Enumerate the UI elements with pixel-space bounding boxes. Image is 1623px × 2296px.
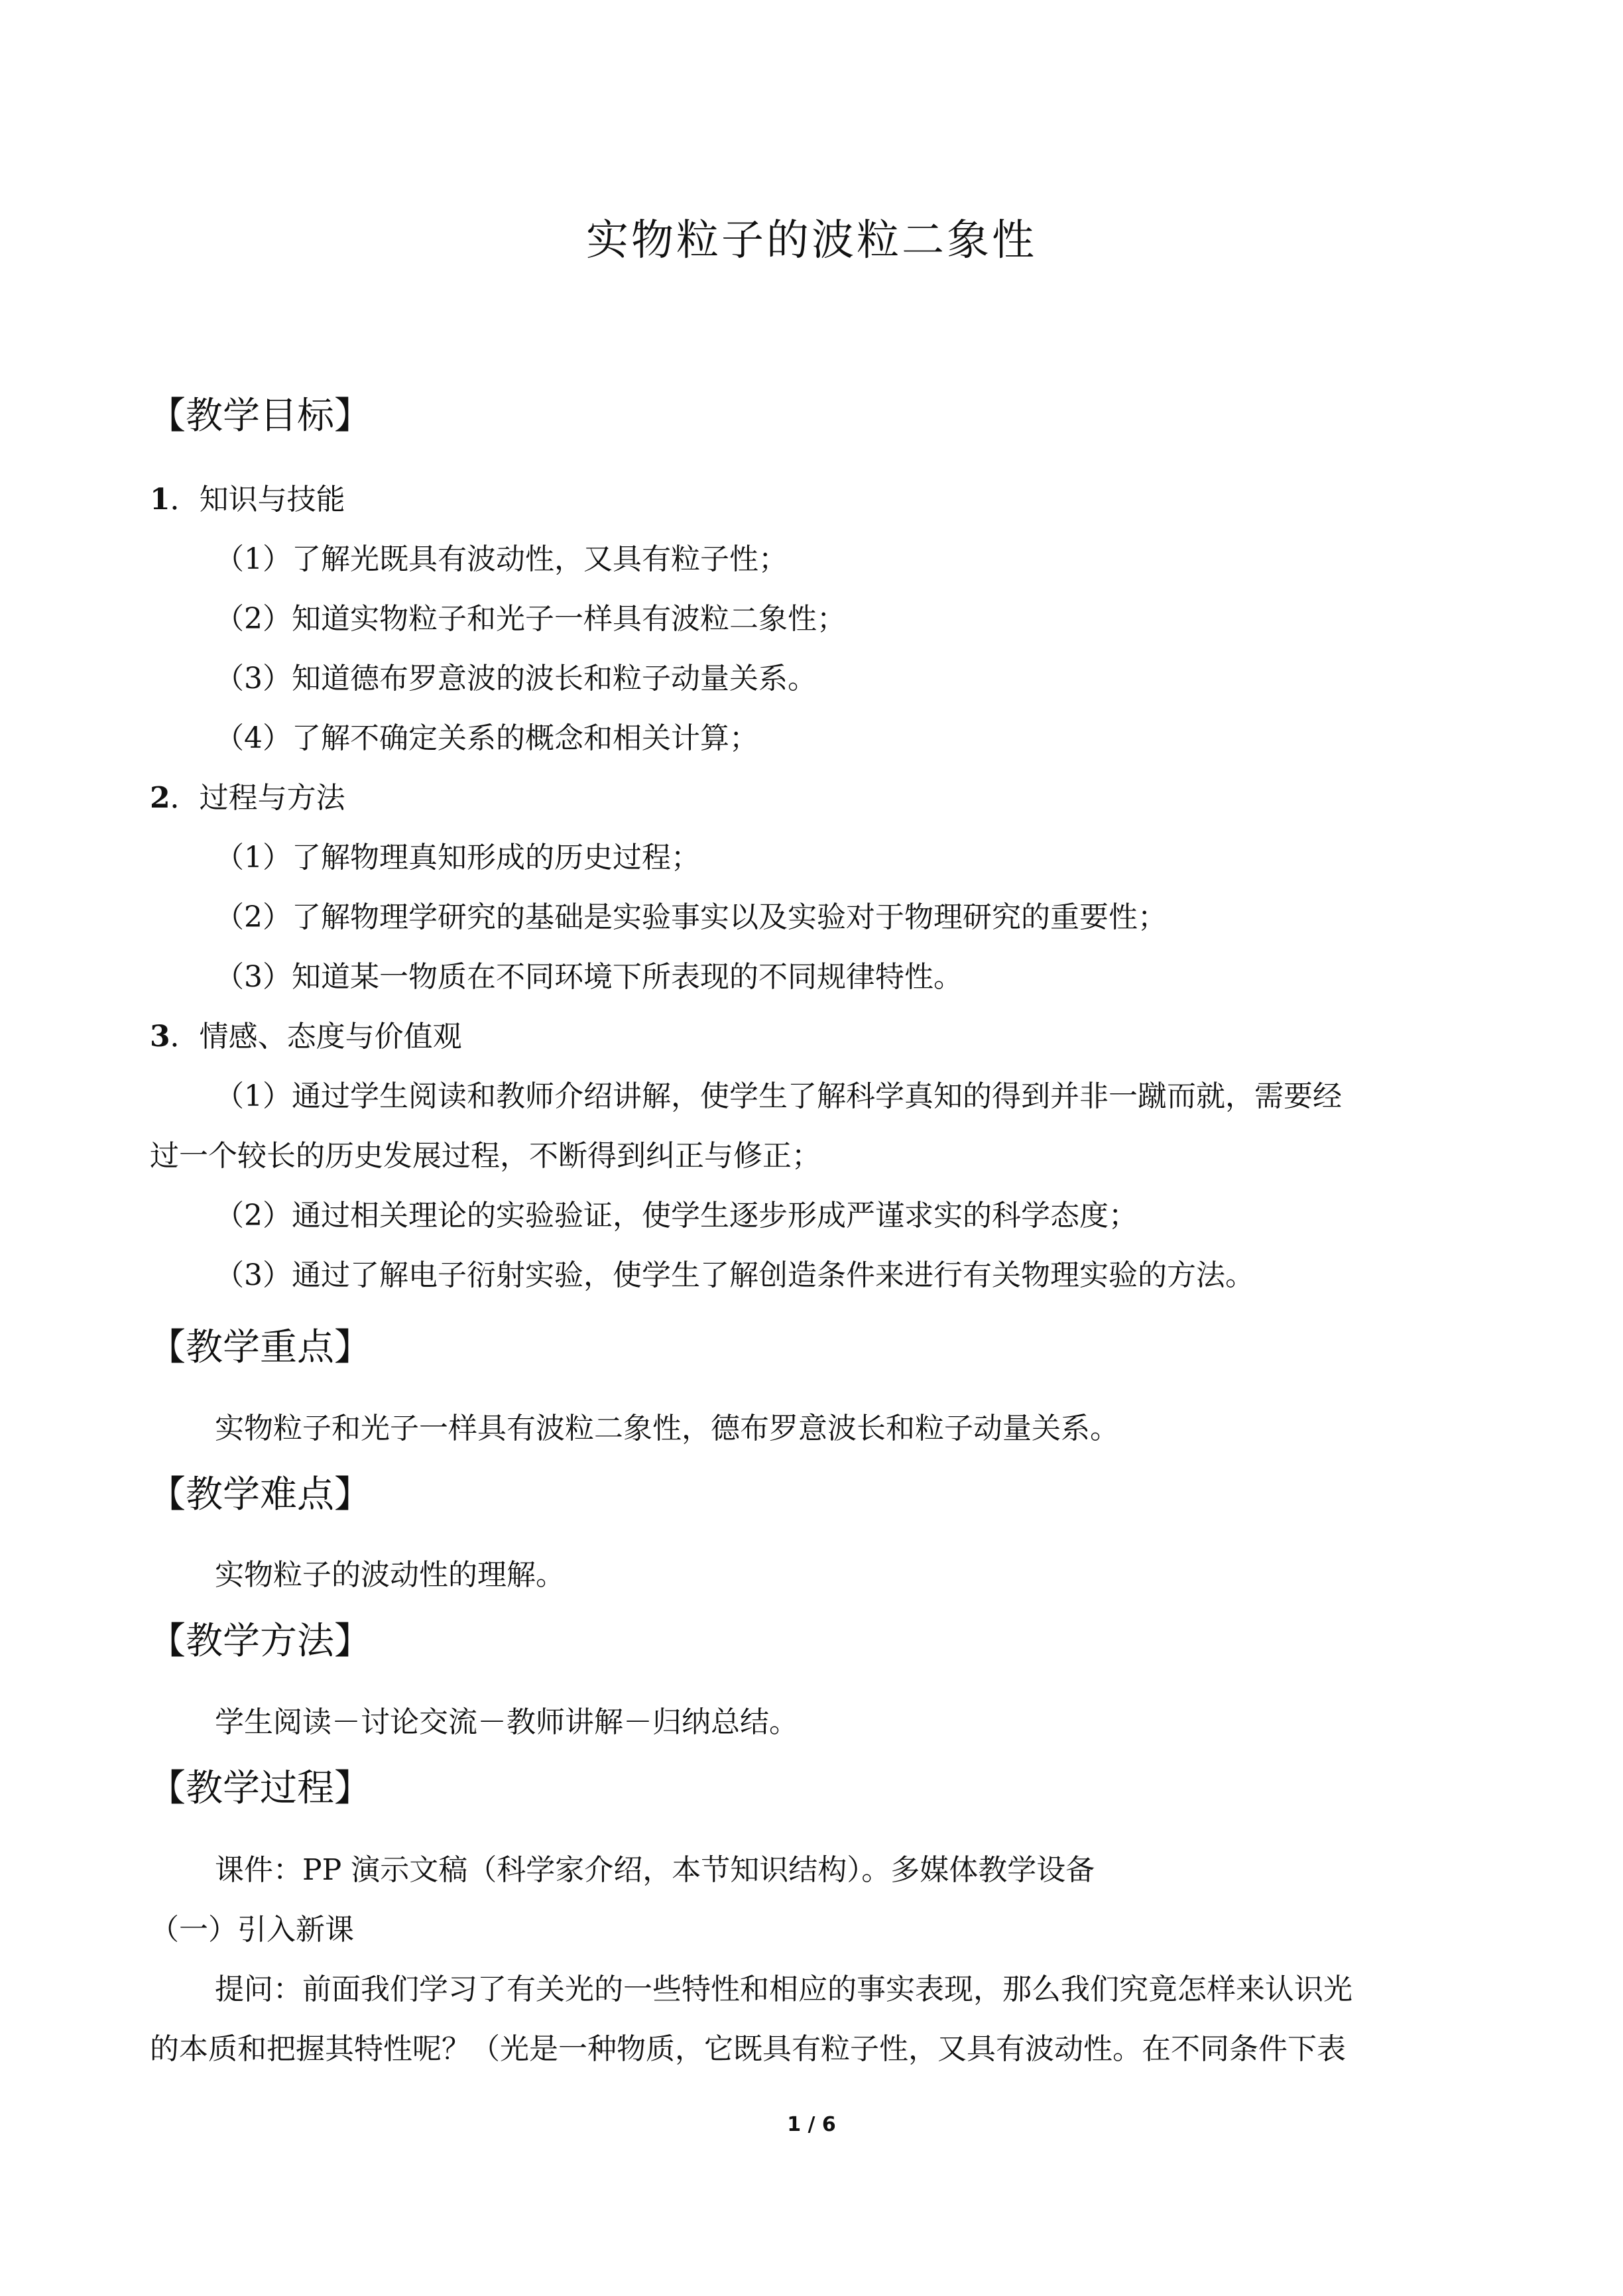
- section-heading-process: 【教学过程】: [149, 1767, 371, 1810]
- difficulties-text: 实物粒子的波动性的理解。: [215, 1558, 565, 1592]
- objective-line: （1）通过学生阅读和教师介绍讲解，使学生了解科学真知的得到并非一蹴而就，需要经: [215, 1079, 1342, 1113]
- document-title: 实物粒子的波粒二象性: [586, 216, 1037, 265]
- item-label: ．情感、态度与价值观: [170, 1020, 462, 1054]
- objective-line: （4）了解不确定关系的概念和相关计算；: [215, 721, 758, 755]
- page-number: 1 / 6: [787, 2113, 836, 2136]
- section-heading-key-points: 【教学重点】: [149, 1326, 371, 1369]
- objective-line: 过一个较长的历史发展过程，不断得到纠正与修正；: [150, 1139, 821, 1173]
- process-materials: 课件：PP 演示文稿（科学家介绍，本节知识结构）。多媒体教学设备: [215, 1853, 1095, 1887]
- item-number: 3: [150, 1020, 170, 1054]
- objective-item-1: [150, 480, 345, 520]
- section-heading-difficulties: 【教学难点】: [149, 1473, 371, 1516]
- item-label: ．过程与方法: [170, 781, 345, 815]
- item-number: 1: [150, 483, 170, 516]
- process-paragraph-line: 的本质和把握其特性呢？（光是一种物质，它既具有粒子性，又具有波动性。在不同条件下表: [150, 2032, 1346, 2066]
- objective-line: （2）通过相关理论的实验验证，使学生逐步形成严谨求实的科学态度；: [215, 1199, 1138, 1233]
- objective-item-2: [150, 778, 345, 818]
- section-heading-objectives: 【教学目标】: [149, 394, 371, 438]
- objective-line: （2）知道实物粒子和光子一样具有波粒二象性；: [215, 602, 846, 636]
- process-paragraph-line: 提问：前面我们学习了有关光的一些特性和相应的事实表现，那么我们究竟怎样来认识光: [215, 1972, 1352, 2006]
- objective-line: （3）通过了解电子衍射实验，使学生了解创造条件来进行有关物理实验的方法。: [215, 1258, 1254, 1292]
- objective-line: （3）知道德布罗意波的波长和粒子动量关系。: [215, 662, 817, 695]
- methods-text: 学生阅读－讨论交流－教师讲解－归纳总结。: [215, 1705, 798, 1739]
- key-points-text: 实物粒子和光子一样具有波粒二象性，德布罗意波长和粒子动量关系。: [215, 1412, 1119, 1445]
- section-heading-methods: 【教学方法】: [149, 1620, 371, 1663]
- objective-line: （1）了解光既具有波动性，又具有粒子性；: [215, 542, 788, 576]
- item-label: ．知识与技能: [170, 483, 345, 516]
- item-number: 2: [150, 781, 170, 815]
- process-subheading: （一）引入新课: [150, 1913, 354, 1947]
- objective-line: （2）了解物理学研究的基础是实验事实以及实验对于物理研究的重要性；: [215, 900, 1167, 934]
- objective-line: （1）了解物理真知形成的历史过程；: [215, 841, 700, 875]
- objective-item-3: [150, 1017, 462, 1057]
- objective-line: （3）知道某一物质在不同环境下所表现的不同规律特性。: [215, 960, 963, 994]
